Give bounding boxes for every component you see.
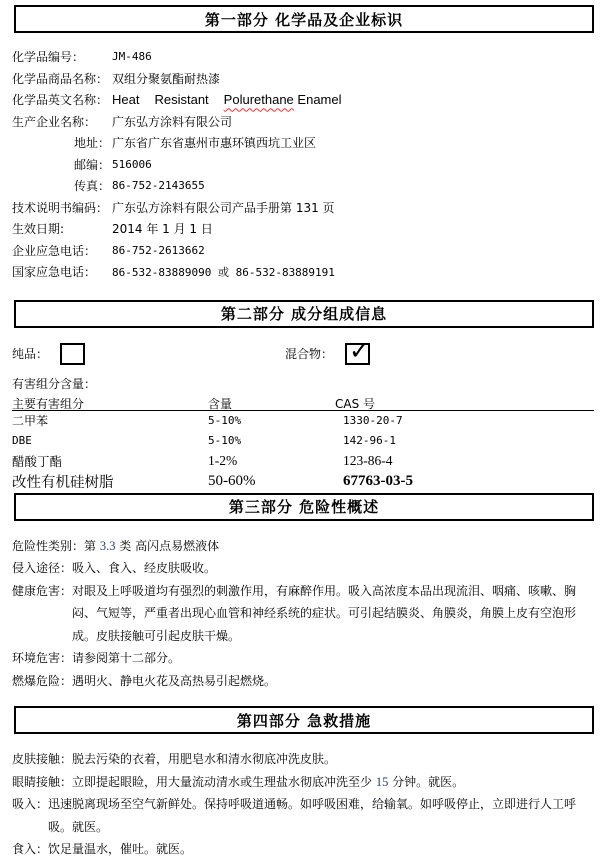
field-value: 广东省广东省惠州市惠环镇西坑工业区 [112,136,317,151]
field-row-national-emergency-phone [12,261,593,283]
field-row-product-name [12,68,593,90]
component-content: 5-10% [208,434,242,447]
section3-header-box [14,493,594,521]
component-name: 二甲苯 [12,414,49,428]
field-value: 双组分聚氨酯耐热漆 [112,71,221,86]
text-part: 遇明火、静电火花及高热易引起燃烧。 [72,673,277,688]
field-value: 2014 年 1 月 1 日 [112,222,213,237]
field-label: 地址： [73,136,110,151]
field-label: 生产企业名称： [12,114,97,129]
section2-header-box [14,300,594,328]
table-row [12,471,594,493]
field-row-english-name [12,89,593,111]
item-text [72,557,594,580]
field-label: 邮编： [73,157,110,172]
field-row-effective-date [12,218,593,240]
section3-title: 第三部分 危险性概述 [228,498,380,516]
item-text [72,670,594,693]
table-row [12,411,594,431]
field-row-company-emergency-phone [12,240,593,262]
field-value: 86-752-2613662 [112,243,205,257]
item-label: 眼睛接触： [12,774,73,789]
header-content: 含量 [208,396,233,411]
hazard-class-item [12,535,594,558]
item-label: 健康危害： [12,583,73,598]
field-label: 化学品英文名称： [12,93,109,108]
item-label: 燃爆危险： [12,673,73,688]
component-cas: 67763-03-5 [343,473,413,489]
field-row-postcode [12,154,593,176]
skin-contact-item [12,748,594,771]
mixture-checkbox[interactable] [345,335,370,365]
text-part: 迅速脱离现场至空气新鲜处。保持呼吸道通畅。如呼吸困难，给输氧。如呼吸停止，立即进行人工呼吸。就医。 [48,797,577,834]
english-word: Resistant [154,92,209,108]
field-row-tech-sheet-code [12,197,593,219]
serif-number: 3.3 [99,538,116,553]
field-label: 企业应急电话： [12,243,97,258]
section4-header-box [14,706,594,734]
english-word-misspelled: Polurethane [223,92,294,108]
item-text [48,838,594,860]
component-content: 5-10% [208,414,242,427]
text-part: 饮足量温水，催吐。就医。 [48,842,193,856]
field-value: 86-532-83889090 或 86-532-83889191 [112,265,335,279]
field-row-manufacturer [12,111,593,133]
item-label: 皮肤接触： [12,752,73,766]
check-icon: ✓ [349,335,370,365]
purity-checkbox-row [12,335,593,366]
component-content: 50-60% [208,473,256,489]
component-name: 醋酸丁酯 [12,453,63,469]
section1-fields [0,33,607,283]
english-word: Enamel [297,92,342,108]
field-label: 传真： [73,179,110,194]
table-row [12,431,594,451]
fire-explosion-hazard-item [12,670,594,693]
item-text [48,793,594,838]
section1-header-box [14,5,594,33]
component-name: 改性有机硅树脂 [12,475,114,491]
header-component: 主要有害组分 [12,396,85,411]
field-row-address [12,132,593,154]
pure-checkbox[interactable] [60,343,85,365]
item-label: 环境危害： [12,651,73,665]
text-part: 类 高闪点易燃液体 [115,538,220,553]
field-value: 516006 [112,157,152,171]
first-aid-paragraphs [12,748,594,860]
inhalation-item [12,793,594,838]
field-value: JM-486 [112,50,152,64]
component-name: DBE [12,434,32,447]
component-content: 1-2% [208,452,238,468]
health-hazard-item [12,580,594,648]
field-value: 86-752-2143655 [112,179,205,193]
text-part: 请参阅第十二部分。 [72,651,181,665]
english-word: Heat [112,92,140,108]
section4-title: 第四部分 急救措施 [236,711,372,730]
text-part: 分钟。就医。 [388,774,465,789]
table-header-row [12,395,594,411]
text-part: 吸入、食入、经皮肤吸收。 [72,561,217,575]
exposure-route-item [12,557,594,580]
field-label: 生效日期: [12,222,65,237]
eye-contact-item [12,771,594,794]
item-label: 食入： [12,842,49,856]
item-text [72,771,594,794]
serif-number: 15 [375,774,389,789]
field-label: 化学品商品名称： [12,71,109,86]
text-part: 第 [84,538,100,553]
pure-label: 纯品： [12,347,49,361]
item-text [72,647,594,670]
field-row-chemical-code [12,46,593,68]
field-label: 化学品编号： [12,50,85,65]
field-value: 广东弘方涂料有限公司产品手册第 131 页 [112,200,335,215]
item-label: 侵入途径： [12,561,73,575]
item-label: 吸入： [12,797,49,811]
field-label: 国家应急电话： [12,265,97,280]
ingestion-item [12,838,594,860]
field-value: 广东弘方涂料有限公司 [112,114,233,129]
section2-title: 第二部分 成分组成信息 [220,305,388,323]
harmful-components-table [12,395,594,493]
table-row [12,451,594,471]
component-cas: 142-96-1 [343,434,396,447]
item-text [72,580,594,648]
hazard-overview-paragraphs [12,535,594,693]
harmful-content-heading: 有害组分含量： [12,376,97,391]
text-part: 立即提起眼睑，用大量流动清水或生理盐水彻底冲洗至少 [72,774,376,789]
mixture-label: 混合物： [285,347,334,361]
component-cas: 123-86-4 [343,452,393,468]
text-part: 对眼及上呼吸道均有强烈的刺激作用，有麻醉作用。吸入高浓度本品出现流泪、咽痛、咳嗽、胸闷、气短等，严重者出现心血管和神经系统的症状。可引起结膜炎、角膜炎，角膜上皮有空泡形成。皮肤接触可引起皮肤干燥。 [72,583,577,643]
header-cas: CAS 号 [335,396,376,411]
environment-hazard-item [12,647,594,670]
component-cas: 1330-20-7 [343,414,403,427]
field-label: 技术说明书编码： [12,200,109,215]
item-text [72,748,594,771]
text-part: 脱去污染的衣着，用肥皂水和清水彻底冲洗皮肤。 [72,752,337,766]
field-value-english [112,92,342,107]
item-text [84,535,594,558]
item-label: 危险性类别： [12,538,85,553]
field-row-fax [12,175,593,197]
section1-title: 第一部分 化学品及企业标识 [204,10,404,29]
